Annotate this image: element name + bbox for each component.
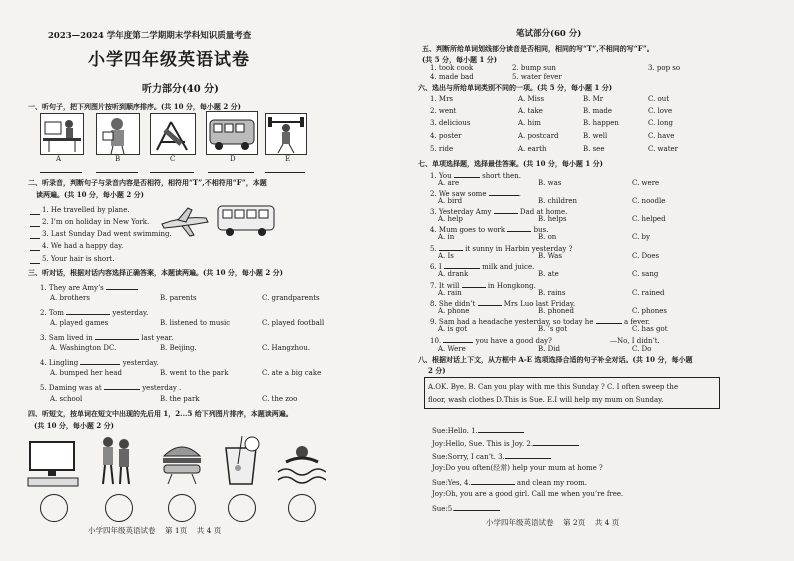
q7-7-a[interactable]: A. rain xyxy=(438,289,462,297)
order-circle-3[interactable] xyxy=(168,494,196,522)
dialog-line-7: Sue:5. xyxy=(432,503,500,514)
q2-heading-line2: 读两遍。(共 10 分，每小题 2 分) xyxy=(36,190,144,199)
letter-b: B xyxy=(115,155,121,163)
q3-1-option-c[interactable]: C. grandparents xyxy=(262,294,320,302)
answer-line-a[interactable] xyxy=(40,172,82,173)
people-picture xyxy=(94,434,138,488)
picture-c-deckchair xyxy=(150,113,196,155)
juice-picture xyxy=(218,434,264,488)
q3-3-option-a[interactable]: A. Washington DC. xyxy=(50,344,117,352)
q2-item-2: 2. I’m on holiday in New York. xyxy=(42,218,150,226)
order-circle-4[interactable] xyxy=(228,494,256,522)
q3-1-option-a[interactable]: A. brothers xyxy=(50,294,90,302)
q2-answer-3[interactable] xyxy=(30,238,40,239)
q6-1-b[interactable]: B. Mr xyxy=(583,95,604,103)
dialog-line-4: Joy:Do you often(经常) help your mum at home ? xyxy=(432,464,603,472)
q7-8-a[interactable]: A. phone xyxy=(438,307,470,315)
q7-7: 7. It will in Hongkong. xyxy=(430,282,536,290)
q3-1-option-b[interactable]: B. parents xyxy=(160,294,197,302)
q5-heading-line1: 五、判断所给单词划线部分读音是否相同，相同的写“T”,不相同的写“F”。 xyxy=(422,44,654,53)
q3-2-option-b[interactable]: B. listened to music xyxy=(160,319,231,327)
q3-2-option-c[interactable]: C. played football xyxy=(262,319,325,327)
q6-3-b[interactable]: B. happen xyxy=(583,119,619,127)
q6-1-word: 1. Mrs xyxy=(430,95,454,103)
q7-6: 6. I milk and juice. xyxy=(430,263,535,271)
q3-4: 4. Lingling yesterday. xyxy=(40,359,159,367)
q6-2-word: 2. went xyxy=(430,107,457,115)
q8-heading-line2: 2 分) xyxy=(428,366,446,375)
order-circle-2[interactable] xyxy=(105,494,133,522)
q6-3-a[interactable]: A. him xyxy=(518,119,541,127)
picture-e-weightlifter xyxy=(265,113,307,155)
q3-4-option-a[interactable]: A. bumped her head xyxy=(50,369,122,377)
q3-heading: 三、听对话，根据对话内容选择正确答案，本题读两遍。(共 10 分，每小题 2 分) xyxy=(28,268,283,277)
q2-answer-2[interactable] xyxy=(30,226,40,227)
q7-10-a[interactable]: A. Were xyxy=(438,345,466,353)
q7-5-b[interactable]: B. Was xyxy=(538,252,562,260)
q8-heading-line1: 八、根据对话上下文，从方框中 A-E 选项选择合适的句子补全对话。(共 10 分，每小题 xyxy=(418,355,693,364)
q3-4-option-c[interactable]: C. ate a big cake xyxy=(262,369,322,377)
q6-1-a[interactable]: A. Miss xyxy=(518,95,545,103)
q7-7-c[interactable]: C. rained xyxy=(632,289,665,297)
q7-10-c[interactable]: C. Do xyxy=(632,345,652,353)
q7-9-b[interactable]: B. ’s got xyxy=(538,325,568,333)
q5-item-3: 3. pop so xyxy=(648,64,681,72)
q7-3: 3. Yesterday Amy Dad at home. xyxy=(430,208,568,216)
q3-5: 5. Daming was at yesterday . xyxy=(40,384,182,392)
dialog-line-5: Sue:Yes, 4. and clean my room. xyxy=(432,479,587,487)
q7-3-c[interactable]: C. helped xyxy=(632,215,666,223)
q6-5-word: 5. ride xyxy=(430,145,454,153)
q7-3-a[interactable]: A. help xyxy=(438,215,463,223)
q6-4-c[interactable]: C. have xyxy=(648,132,675,140)
letter-d: D xyxy=(230,155,236,163)
q6-1-c[interactable]: C. out xyxy=(648,95,670,103)
q7-2: 2. We saw some . xyxy=(430,190,521,198)
picture-b-man-with-letter xyxy=(96,113,140,155)
q6-5-a[interactable]: A. earth xyxy=(518,145,547,153)
q3-5-option-b[interactable]: B. the park xyxy=(160,395,200,403)
picture-d-bus xyxy=(206,111,258,155)
dialog-line-2: Joy:Hello, Sue. This is Joy. 2. xyxy=(432,438,579,449)
computer-picture xyxy=(26,438,80,488)
q7-2-a[interactable]: A. bird xyxy=(438,197,463,205)
letter-a: A xyxy=(56,155,62,163)
q7-7-b[interactable]: B. rains xyxy=(538,289,566,297)
q2-answer-4[interactable] xyxy=(30,250,40,251)
q7-2-c[interactable]: C. noodle xyxy=(632,197,666,205)
q3-3-option-b[interactable]: B. Beijing. xyxy=(160,344,197,352)
q3-5-option-a[interactable]: A. school xyxy=(50,395,83,403)
q7-1-b[interactable]: B. was xyxy=(538,179,562,187)
q3-2: 2. Tom yesterday. xyxy=(40,309,149,317)
dialog-line-6: Joy:Oh, you are a good girl. Call me when you’re free. xyxy=(432,490,624,498)
picture-a-boy-at-computer xyxy=(40,113,84,155)
q7-10-b[interactable]: B. Did xyxy=(538,345,560,353)
q2-item-4: 4. We had a happy day. xyxy=(42,242,124,250)
q7-9-a[interactable]: A. is got xyxy=(438,325,468,333)
hamburger-picture xyxy=(158,436,206,486)
bus-picture xyxy=(216,202,276,238)
swimming-picture xyxy=(276,436,326,486)
q2-heading-line1: 二、听录音，判断句子与录音内容是否相符，相符用“T”,不相符用“F”，本题 xyxy=(28,178,267,187)
q3-5-option-c[interactable]: C. the zoo xyxy=(262,395,298,403)
q7-5: 5. it sunny in Harbin yesterday ? xyxy=(430,245,573,253)
footer-page1: 小学四年级英语试卷 第 1页 共 4 页 xyxy=(88,526,222,535)
q6-2-a[interactable]: A. take xyxy=(518,107,543,115)
q7-6-c[interactable]: C. sang xyxy=(632,270,659,278)
q6-4-a[interactable]: A. postcard xyxy=(518,132,559,140)
q2-answer-1[interactable] xyxy=(30,214,40,215)
exam-page-2 xyxy=(400,0,794,561)
q7-6-b[interactable]: B. ate xyxy=(538,270,559,278)
q2-item-1: 1. He travelled by plane. xyxy=(42,206,130,214)
q6-3-c[interactable]: C. long xyxy=(648,119,673,127)
q7-9-c[interactable]: C. has got xyxy=(632,325,668,333)
q6-2-c[interactable]: C. love xyxy=(648,107,673,115)
q7-9: 9. Sam had a headache yesterday, so today he a fever. xyxy=(430,318,650,326)
q7-8-c[interactable]: C. phones xyxy=(632,307,668,315)
plane-picture xyxy=(158,204,210,238)
q4-heading-line2: (共 10 分，每小题 2 分) xyxy=(34,421,114,430)
q7-4: 4. Mum goes to work bus. xyxy=(430,226,549,234)
q5-heading-line2: (共 5 分，每小题 1 分) xyxy=(422,55,498,64)
q3-3-option-c[interactable]: C. Hangzhou. xyxy=(262,344,310,352)
q7-5-c[interactable]: C. Does xyxy=(632,252,660,260)
answer-line-b[interactable] xyxy=(96,172,138,173)
q7-6-a[interactable]: A. drank xyxy=(438,270,469,278)
q6-4-b[interactable]: B. well xyxy=(583,132,608,140)
q5-item-2: 2. bump sun xyxy=(512,64,556,72)
q7-3-b[interactable]: B. helps xyxy=(538,215,567,223)
q7-4-c[interactable]: C. by xyxy=(632,233,650,241)
dialog-line-1: Sue:Hello. 1. xyxy=(432,425,524,436)
q1-heading: 一、听句子，把下列图片按听到顺序排序。(共 10 分，每小题 2 分) xyxy=(28,102,241,111)
q3-4-option-b[interactable]: B. went to the park xyxy=(160,369,229,377)
q2-item-5: 5. Your hair is short. xyxy=(42,255,115,263)
q7-2-b[interactable]: B. children xyxy=(538,197,577,205)
order-circle-5[interactable] xyxy=(288,494,316,522)
q6-heading: 六、选出与所给单词类别不同的一项。(共 5 分，每小题 1 分) xyxy=(418,83,613,92)
q7-1: 1. You short then. xyxy=(430,172,522,180)
q7-4-b[interactable]: B. on xyxy=(538,233,557,241)
listening-heading: 听力部分(40 分) xyxy=(142,84,219,95)
exam-title: 小学四年级英语试卷 xyxy=(88,50,250,70)
q7-4-a[interactable]: A. in xyxy=(438,233,455,241)
letter-c: C xyxy=(170,155,176,163)
answer-line-c[interactable] xyxy=(150,172,194,173)
options-box-line2: floor, wash clothes D.This is Sue. E.I will help my mum on Sunday. xyxy=(428,396,664,404)
answer-line-d[interactable] xyxy=(208,172,254,173)
letter-e: E xyxy=(285,155,291,163)
q5-item-5: 5. water fever xyxy=(512,73,562,81)
order-circle-1[interactable] xyxy=(40,494,68,522)
q3-3: 3. Sam lived in last year. xyxy=(40,334,174,342)
answer-line-e[interactable] xyxy=(265,172,305,173)
q7-8-b[interactable]: B. phoned xyxy=(538,307,574,315)
q7-1-a[interactable]: A. are xyxy=(438,179,460,187)
q7-1-c[interactable]: C. were xyxy=(632,179,660,187)
written-heading: 笔试部分(60 分) xyxy=(516,29,582,39)
q5-item-4: 4. made bad xyxy=(430,73,474,81)
q4-heading-line1: 四、听短文，按单词在短文中出现的先后用 1，2...5 给下列图片排序，本题读两遍。 xyxy=(28,409,293,418)
footer-page2: 小学四年级英语试卷 第 2页 共 4 页 xyxy=(486,518,620,527)
exam-header: 2023—2024 学年度第二学期期末学科知识质量考查 xyxy=(48,31,252,41)
q7-8: 8. She didn’t Mrs Luo last Friday. xyxy=(430,300,576,308)
options-box-line1: A.OK. Bye. B. Can you play with me this Sunday ? C. I often sweep the xyxy=(428,383,679,391)
dialog-line-3: Sue:Sorry, I can’t. 3. xyxy=(432,451,551,462)
q2-answer-5[interactable] xyxy=(30,263,40,264)
q2-item-3: 3. Last Sunday Dad went swimming. xyxy=(42,230,172,238)
q3-1: 1. They are Amy’s xyxy=(40,282,138,293)
q6-2-b[interactable]: B. made xyxy=(583,107,613,115)
q6-5-c[interactable]: C. water xyxy=(648,145,679,153)
q3-2-option-a[interactable]: A. played games xyxy=(50,319,109,327)
q7-10-reply: —No, I didn’t. xyxy=(610,337,660,345)
q6-3-word: 3. delicious xyxy=(430,119,471,127)
q6-4-word: 4. poster xyxy=(430,132,462,140)
q5-item-1: 1. took cook xyxy=(430,64,474,72)
q7-5-a[interactable]: A. Is xyxy=(438,252,454,260)
q7-10: 10. you have a good day? xyxy=(430,337,552,345)
q7-heading: 七、单项选择题，选择最佳答案。(共 10 分，每小题 1 分) xyxy=(418,159,603,168)
q6-5-b[interactable]: B. see xyxy=(583,145,605,153)
